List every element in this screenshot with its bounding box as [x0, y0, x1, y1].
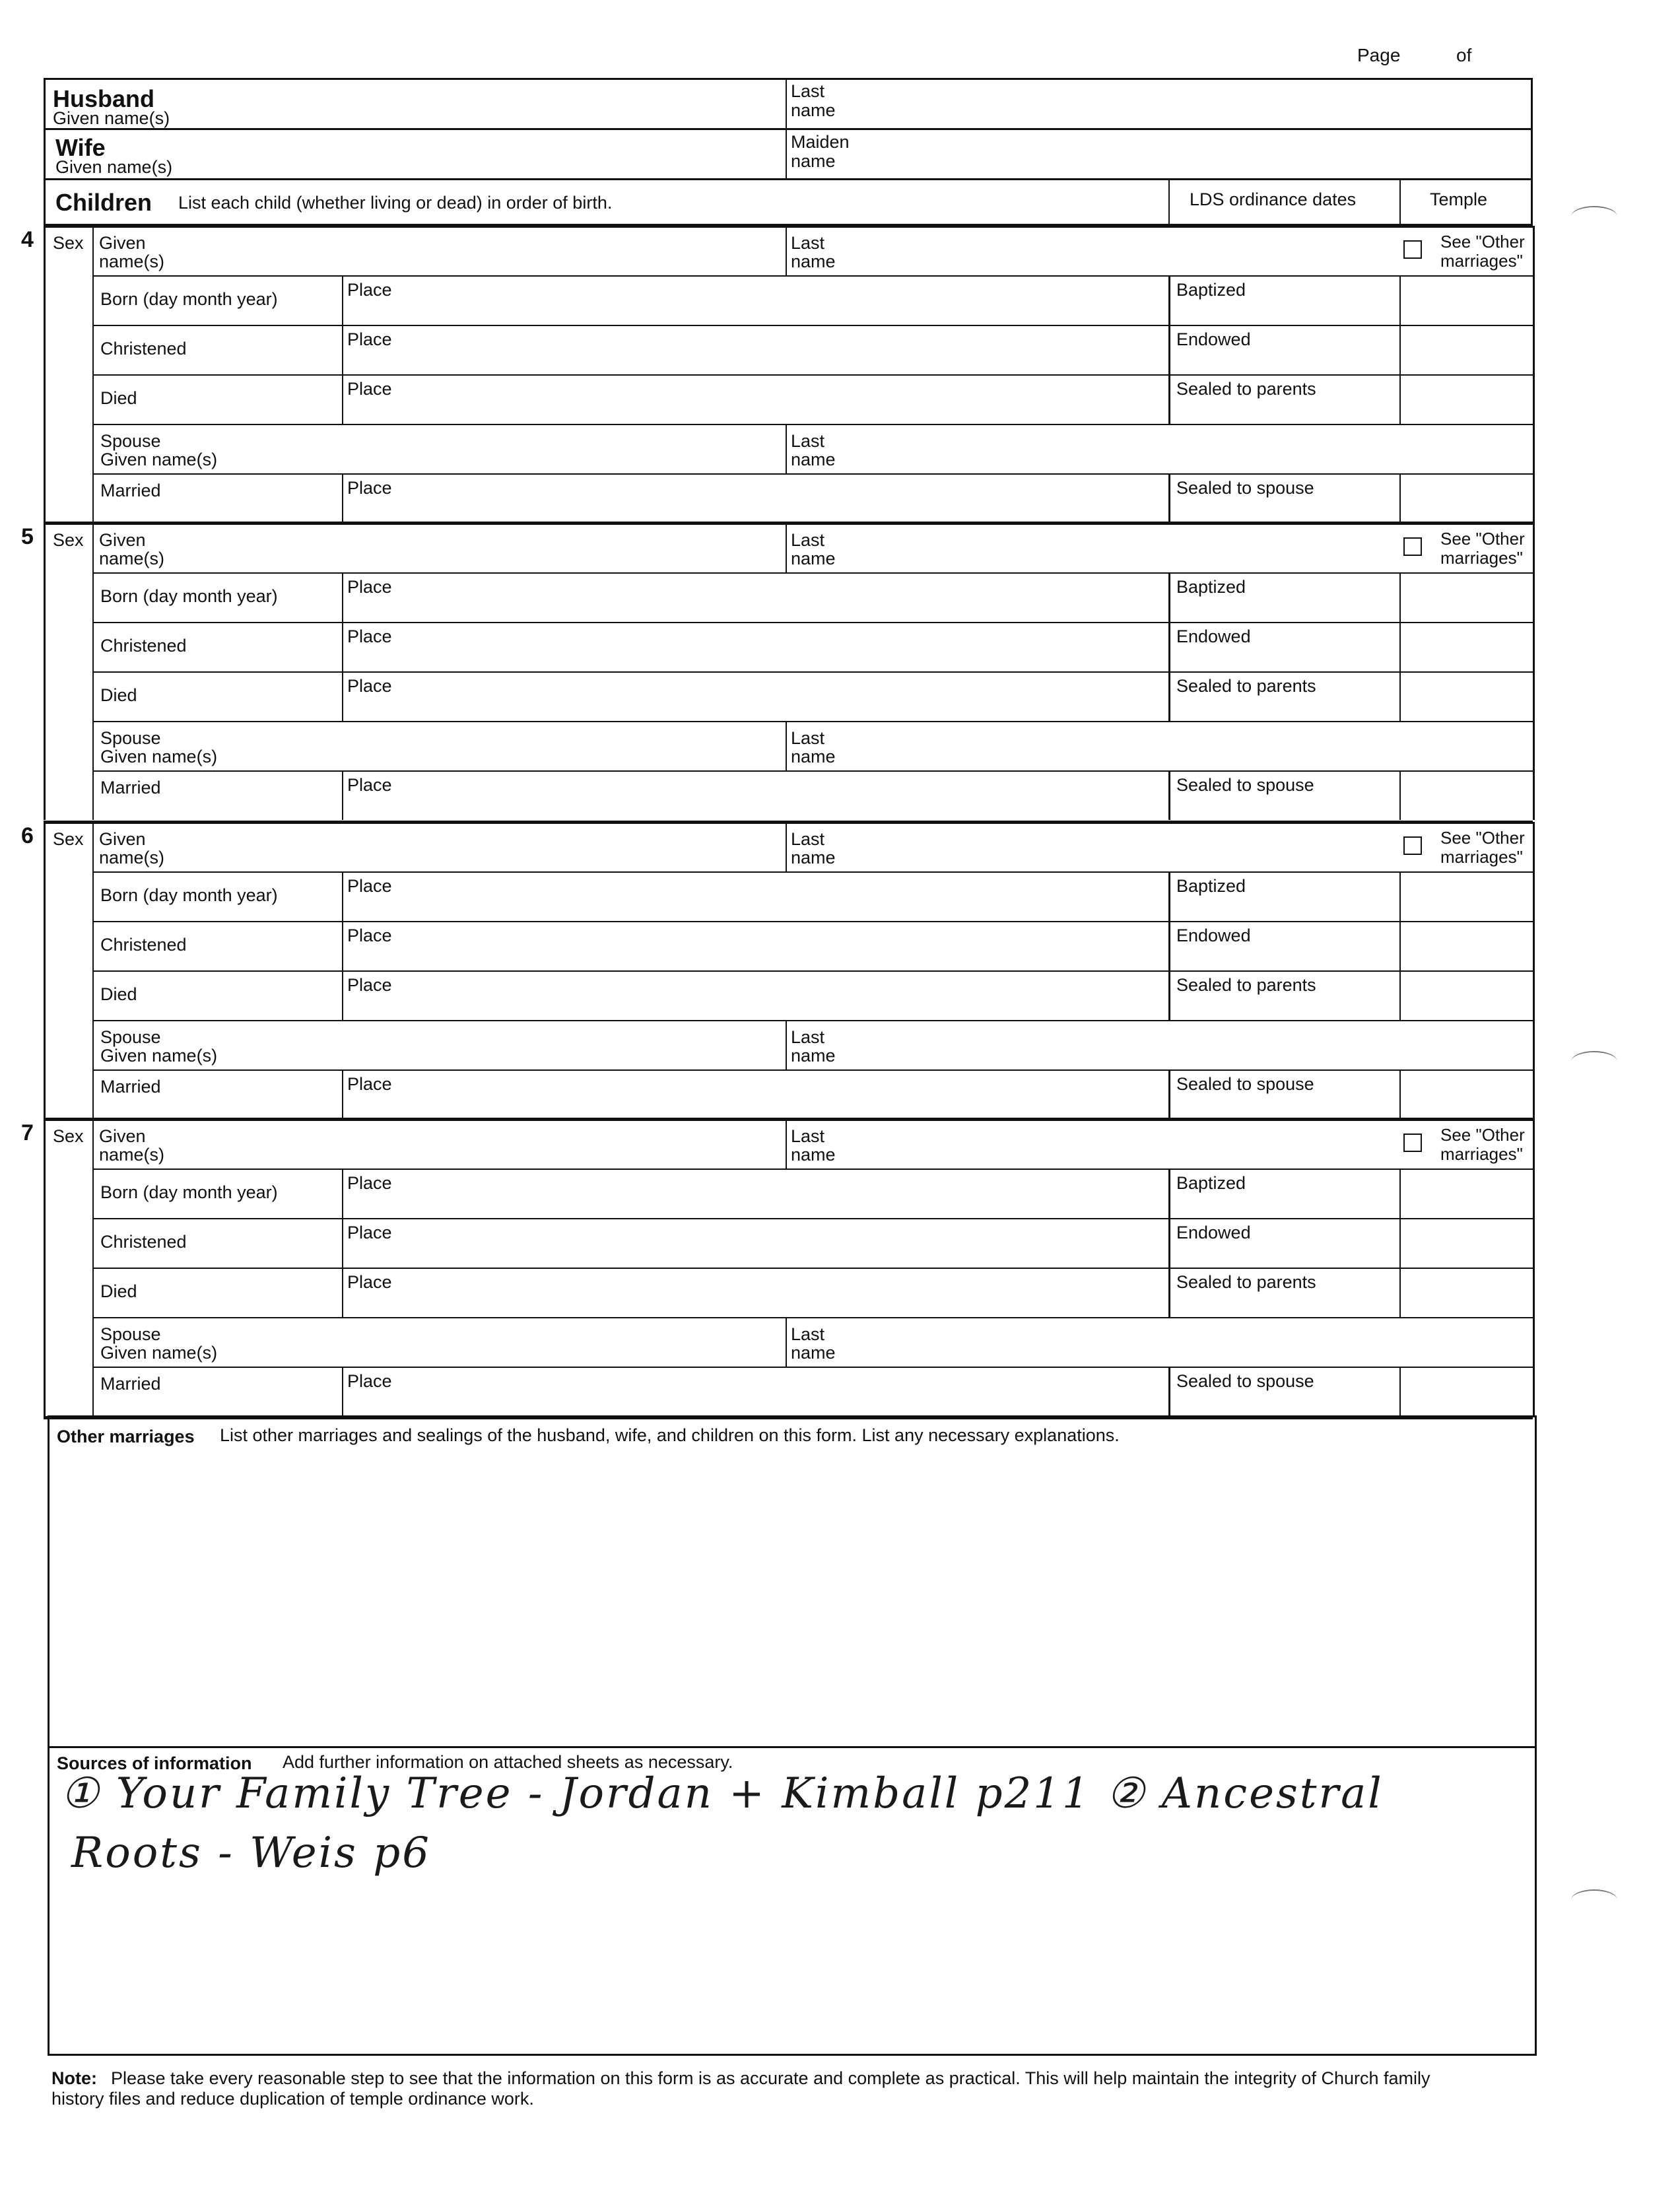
spouse-last-label-2: name — [791, 450, 836, 469]
place-label: Place — [347, 379, 392, 399]
christened-place-field[interactable] — [396, 1225, 1162, 1263]
note-text-line-2: history files and reduce duplication of temple ordinance work. — [51, 2089, 534, 2109]
rule-line — [342, 770, 343, 820]
given-label-2: name(s) — [99, 848, 165, 867]
sealed_parents-temple-field[interactable] — [1405, 1273, 1529, 1312]
see-other-label-2: marriages" — [1440, 1144, 1523, 1164]
sealed_parents-temple-field[interactable] — [1405, 677, 1529, 716]
rule-line — [1399, 921, 1401, 970]
born-label: Born (day month year) — [100, 289, 278, 309]
see-other-label-2: marriages" — [1440, 548, 1523, 568]
rule-line — [1533, 1119, 1535, 1416]
died-label: Died — [100, 984, 137, 1004]
spouse-last-label-1: Last — [791, 728, 825, 748]
rule-line — [92, 1168, 94, 1218]
married-place-field[interactable] — [396, 480, 1162, 518]
see-other-label-1: See "Other — [1440, 1125, 1525, 1145]
spouse-last-label-2: name — [791, 1046, 836, 1066]
given-label-1: Given — [99, 1126, 146, 1146]
husband-given-label: Given name(s) — [53, 108, 170, 128]
sealed_parents-temple-field[interactable] — [1405, 380, 1529, 419]
endowed-label: Endowed — [1176, 1223, 1251, 1242]
rule-line — [92, 871, 1533, 873]
sources-instruction: Add further information on attached sheets as necessary. — [283, 1752, 733, 1772]
child-last-name-field[interactable] — [852, 1126, 1380, 1165]
wife-maiden-label-1: Maiden — [791, 132, 850, 152]
child-given-name-field[interactable] — [198, 529, 779, 569]
rule-line — [1168, 671, 1170, 721]
of-label: of — [1456, 45, 1472, 65]
died-label: Died — [100, 388, 137, 408]
see-other-label-2: marriages" — [1440, 251, 1523, 271]
baptized-label: Baptized — [1176, 876, 1246, 896]
husband-last-label-2: name — [791, 100, 836, 120]
place-label: Place — [347, 478, 392, 498]
married-place-field[interactable] — [396, 1373, 1162, 1411]
died-place-field[interactable] — [396, 678, 1162, 716]
rule-line — [92, 822, 94, 871]
rule-line — [1168, 921, 1170, 970]
rule-line — [1533, 523, 1535, 820]
rule-line — [1399, 671, 1401, 721]
christened-label: Christened — [100, 1232, 187, 1252]
child-last-name-field[interactable] — [852, 232, 1380, 272]
place-label: Place — [347, 1223, 392, 1242]
rule-line — [1168, 622, 1170, 671]
rule-line — [92, 1119, 94, 1168]
child-last-name-field[interactable] — [852, 529, 1380, 569]
rule-line — [92, 1218, 1533, 1219]
spouse-label-2: Given name(s) — [100, 747, 218, 766]
given-label-1: Given — [99, 829, 146, 849]
handwritten-source-line-1: ① Your Family Tree - Jordan + Kimball p211 ② Ancestral — [61, 1769, 1384, 1818]
rule-line — [1533, 226, 1535, 523]
born-label: Born (day month year) — [100, 1182, 278, 1202]
married-place-field[interactable] — [396, 777, 1162, 815]
spouse-label-2: Given name(s) — [100, 1046, 218, 1066]
last-label-2: name — [791, 1145, 836, 1165]
last-label-2: name — [791, 848, 836, 867]
endowed-label: Endowed — [1176, 626, 1251, 646]
rule-line — [786, 822, 787, 871]
rule-line — [44, 821, 1533, 824]
other-marriages-area[interactable] — [51, 1452, 1530, 1743]
page-label: Page — [1357, 45, 1401, 65]
rule-line — [92, 671, 1533, 673]
rule-line — [1168, 1069, 1170, 1119]
rule-line — [92, 572, 1533, 574]
rule-line — [1168, 374, 1170, 424]
rule-line — [1399, 622, 1401, 671]
rule-line — [1399, 1367, 1401, 1416]
rule-line — [1399, 1168, 1401, 1218]
child-given-name-field[interactable] — [198, 1126, 779, 1165]
rule-line — [92, 226, 94, 275]
given-label-1: Given — [99, 530, 146, 550]
place-label: Place — [347, 1074, 392, 1094]
handwritten-source-line-2: Roots - Weis p6 — [71, 1829, 431, 1878]
see-other-label-1: See "Other — [1440, 232, 1525, 252]
rule-line — [1168, 1367, 1170, 1416]
child-last-name-field[interactable] — [852, 829, 1380, 868]
rule-line — [1399, 572, 1401, 622]
rule-line — [92, 671, 94, 721]
spouse-last-name-field[interactable] — [852, 430, 1525, 470]
rule-line — [92, 1268, 94, 1317]
other-marriages-checkbox[interactable] — [1403, 537, 1422, 556]
rule-line — [342, 1168, 343, 1218]
rule-line — [1168, 572, 1170, 622]
christened-label: Christened — [100, 636, 187, 656]
died-label: Died — [100, 1281, 137, 1301]
spouse-given-name-field[interactable] — [231, 1324, 779, 1363]
spouse-last-label-1: Last — [791, 1027, 825, 1047]
last-label-1: Last — [791, 1126, 825, 1146]
rule-line — [1533, 822, 1535, 1119]
rule-line — [342, 374, 343, 424]
rule-line — [1168, 473, 1170, 523]
place-label: Place — [347, 577, 392, 597]
child-number: 4 — [21, 227, 34, 252]
rule-line — [342, 325, 343, 374]
rule-line — [786, 1119, 787, 1168]
rule-line — [92, 1367, 1533, 1368]
rule-line — [342, 970, 343, 1020]
sources-title: Sources of information — [57, 1753, 252, 1773]
last-label-1: Last — [791, 233, 825, 253]
place-label: Place — [347, 775, 392, 795]
spouse-given-name-field[interactable] — [231, 430, 779, 470]
place-label: Place — [347, 676, 392, 696]
spouse-last-label-2: name — [791, 747, 836, 766]
rule-line — [92, 1268, 1533, 1269]
rule-line — [1399, 1268, 1401, 1317]
binder-hole-mark — [1571, 1889, 1617, 1911]
rule-line — [92, 921, 1533, 922]
rule-line — [1168, 1268, 1170, 1317]
spouse-last-label-2: name — [791, 1343, 836, 1363]
sealed-spouse-temple-field[interactable] — [1405, 479, 1529, 518]
see-other-label-2: marriages" — [1440, 847, 1523, 867]
rule-line — [92, 424, 1533, 425]
rule-line — [1168, 325, 1170, 374]
note-label: Note: — [51, 2068, 97, 2088]
rule-line — [1168, 871, 1170, 921]
baptized-temple-field[interactable] — [1405, 877, 1529, 916]
place-label: Place — [347, 876, 392, 896]
rule-line — [1399, 275, 1401, 325]
place-label: Place — [347, 1371, 392, 1391]
rule-line — [786, 226, 787, 275]
spouse-given-name-field[interactable] — [231, 1027, 779, 1066]
rule-line — [786, 1020, 787, 1069]
sealed_parents-label: Sealed to parents — [1176, 975, 1316, 995]
place-label: Place — [347, 1272, 392, 1292]
rule-line — [1168, 770, 1170, 820]
christened-place-field[interactable] — [396, 331, 1162, 370]
christened-place-field[interactable] — [396, 628, 1162, 667]
children-instruction: List each child (whether living or dead) in order of birth. — [178, 193, 613, 213]
given-label-2: name(s) — [99, 252, 165, 271]
rule-line — [786, 721, 787, 770]
sex-field[interactable] — [46, 1149, 90, 1166]
rule-line — [92, 572, 94, 622]
endowed-temple-field[interactable] — [1405, 926, 1529, 966]
rule-line — [342, 871, 343, 921]
spouse-label-1: Spouse — [100, 431, 161, 451]
other-marriages-checkbox[interactable] — [1403, 1134, 1422, 1152]
rule-line — [342, 1218, 343, 1268]
born-place-field[interactable] — [396, 579, 1162, 617]
rule-line — [92, 921, 94, 970]
rule-line — [92, 970, 1533, 972]
rule-line — [1399, 325, 1401, 374]
rule-line — [92, 1069, 1533, 1071]
married-label: Married — [100, 778, 161, 797]
last-label-1: Last — [791, 530, 825, 550]
born-place-field[interactable] — [396, 282, 1162, 320]
rule-line — [92, 622, 1533, 623]
rule-line — [92, 1218, 94, 1268]
last-label-2: name — [791, 549, 836, 568]
rule-line — [92, 770, 1533, 772]
rule-line — [92, 374, 1533, 376]
spouse-last-name-field[interactable] — [852, 728, 1525, 767]
rule-line — [92, 275, 1533, 277]
sealed_parents-label: Sealed to parents — [1176, 1272, 1316, 1292]
rule-line — [786, 1317, 787, 1367]
rule-line — [44, 1118, 1533, 1121]
sex-label: Sex — [53, 1126, 84, 1146]
rule-line — [44, 522, 1533, 525]
died-place-field[interactable] — [396, 977, 1162, 1015]
rule-line — [1168, 970, 1170, 1020]
children-title: Children — [55, 189, 152, 216]
sealed_parents-label: Sealed to parents — [1176, 379, 1316, 399]
sealed_parents-label: Sealed to parents — [1176, 676, 1316, 696]
sealed-spouse-label: Sealed to spouse — [1176, 775, 1314, 795]
last-label-1: Last — [791, 829, 825, 849]
baptized-label: Baptized — [1176, 577, 1246, 597]
given-label-2: name(s) — [99, 1145, 165, 1165]
baptized-label: Baptized — [1176, 280, 1246, 300]
rule-line — [342, 671, 343, 721]
last-label-2: name — [791, 252, 836, 271]
sealed-spouse-label: Sealed to spouse — [1176, 1074, 1314, 1094]
rule-line — [44, 226, 46, 523]
rule-line — [92, 1317, 1533, 1318]
married-label: Married — [100, 481, 161, 500]
child-number: 6 — [21, 823, 34, 848]
sex-field[interactable] — [46, 553, 90, 570]
rule-line — [44, 822, 46, 1119]
rule-line — [1168, 1218, 1170, 1268]
spouse-given-name-field[interactable] — [231, 728, 779, 767]
endowed-temple-field[interactable] — [1405, 627, 1529, 667]
binder-hole-mark — [1571, 1051, 1617, 1072]
rule-line — [92, 275, 94, 325]
rule-line — [342, 1268, 343, 1317]
rule-line — [92, 622, 94, 671]
rule-line — [1399, 871, 1401, 921]
wife-title: Wife — [55, 134, 106, 161]
spouse-label-1: Spouse — [100, 728, 161, 748]
child-given-name-field[interactable] — [198, 232, 779, 272]
rule-line — [1399, 770, 1401, 820]
endowed-temple-field[interactable] — [1405, 330, 1529, 370]
given-label-1: Given — [99, 233, 146, 253]
child-number: 7 — [21, 1120, 34, 1145]
husband-last-label-1: Last — [791, 81, 825, 101]
baptized-temple-field[interactable] — [1405, 281, 1529, 320]
rule-line — [92, 325, 1533, 326]
sex-field[interactable] — [46, 852, 90, 869]
spouse-last-label-1: Last — [791, 1324, 825, 1344]
rule-line — [92, 1168, 1533, 1170]
child-number: 5 — [21, 524, 34, 549]
rule-line — [92, 325, 94, 374]
christened-label: Christened — [100, 339, 187, 358]
sex-label: Sex — [53, 829, 84, 849]
married-label: Married — [100, 1077, 161, 1097]
rule-line — [342, 572, 343, 622]
died-place-field[interactable] — [396, 1274, 1162, 1312]
died-label: Died — [100, 685, 137, 705]
endowed-label: Endowed — [1176, 926, 1251, 945]
spouse-label-1: Spouse — [100, 1324, 161, 1344]
temple-label: Temple — [1430, 189, 1488, 209]
christened-place-field[interactable] — [396, 928, 1162, 966]
rule-line — [1168, 275, 1170, 325]
rule-line — [342, 921, 343, 970]
see-other-label-1: See "Other — [1440, 529, 1525, 549]
born-label: Born (day month year) — [100, 586, 278, 606]
rule-line — [44, 523, 46, 820]
rule-line — [1399, 1069, 1401, 1119]
rule-line — [342, 473, 343, 523]
spouse-label-2: Given name(s) — [100, 1343, 218, 1363]
baptized-label: Baptized — [1176, 1173, 1246, 1193]
other-marriages-instruction: List other marriages and sealings of the husband, wife, and children on this form. List any necessary explanations. — [220, 1425, 1120, 1445]
married-label: Married — [100, 1374, 161, 1394]
place-label: Place — [347, 926, 392, 945]
rule-line — [1399, 473, 1401, 523]
other-marriages-checkbox[interactable] — [1403, 240, 1422, 259]
rule-line — [92, 374, 94, 424]
rule-line — [92, 871, 94, 921]
rule-line — [786, 523, 787, 572]
rule-line — [92, 970, 94, 1020]
married-place-field[interactable] — [396, 1076, 1162, 1114]
rule-line — [1399, 374, 1401, 424]
sealed_parents-temple-field[interactable] — [1405, 976, 1529, 1015]
born-place-field[interactable] — [396, 878, 1162, 916]
spouse-last-name-field[interactable] — [852, 1324, 1525, 1363]
rule-line — [342, 1367, 343, 1416]
endowed-label: Endowed — [1176, 329, 1251, 349]
rule-line — [342, 275, 343, 325]
rule-line — [786, 424, 787, 473]
given-label-2: name(s) — [99, 549, 165, 568]
rule-line — [92, 1020, 1533, 1021]
place-label: Place — [347, 1173, 392, 1193]
child-given-name-field[interactable] — [198, 829, 779, 868]
sex-label: Sex — [53, 233, 84, 253]
spouse-label-1: Spouse — [100, 1027, 161, 1047]
baptized-temple-field[interactable] — [1405, 578, 1529, 617]
rule-line — [92, 523, 94, 572]
sealed-spouse-temple-field[interactable] — [1405, 1372, 1529, 1411]
place-label: Place — [347, 626, 392, 646]
spouse-last-label-1: Last — [791, 431, 825, 451]
baptized-temple-field[interactable] — [1405, 1174, 1529, 1213]
spouse-last-name-field[interactable] — [852, 1027, 1525, 1066]
wife-maiden-label-2: name — [791, 151, 836, 171]
rule-line — [92, 721, 1533, 722]
sealed-spouse-temple-field[interactable] — [1405, 1075, 1529, 1114]
rule-line — [342, 622, 343, 671]
see-other-label-1: See "Other — [1440, 828, 1525, 848]
lds-ordinance-label: LDS ordinance dates — [1190, 189, 1357, 209]
endowed-temple-field[interactable] — [1405, 1223, 1529, 1263]
sex-field[interactable] — [46, 255, 90, 273]
rule-line — [1168, 1168, 1170, 1218]
christened-label: Christened — [100, 935, 187, 955]
wife-given-label: Given name(s) — [55, 157, 173, 177]
rule-line — [44, 224, 1533, 228]
other-marriages-title: Other marriages — [57, 1427, 195, 1446]
sealed-spouse-temple-field[interactable] — [1405, 776, 1529, 815]
husband-title: Husband — [53, 85, 155, 112]
born-label: Born (day month year) — [100, 885, 278, 905]
rule-line — [44, 1119, 46, 1416]
died-place-field[interactable] — [396, 381, 1162, 419]
sex-label: Sex — [53, 530, 84, 550]
place-label: Place — [347, 975, 392, 995]
binder-hole-mark — [1571, 206, 1617, 227]
sealed-spouse-label: Sealed to spouse — [1176, 1371, 1314, 1391]
other-marriages-checkbox[interactable] — [1403, 836, 1422, 855]
sealed-spouse-label: Sealed to spouse — [1176, 478, 1314, 498]
rule-line — [1399, 970, 1401, 1020]
place-label: Place — [347, 329, 392, 349]
rule-line — [1399, 1218, 1401, 1268]
spouse-label-2: Given name(s) — [100, 450, 218, 469]
born-place-field[interactable] — [396, 1175, 1162, 1213]
rule-line — [342, 1069, 343, 1119]
note-text-line-1: Please take every reasonable step to see that the information on this form is as accurate and complete as practical. This will help maintain the integrity of Church family — [111, 2068, 1430, 2088]
rule-line — [92, 473, 1533, 475]
place-label: Place — [347, 280, 392, 300]
